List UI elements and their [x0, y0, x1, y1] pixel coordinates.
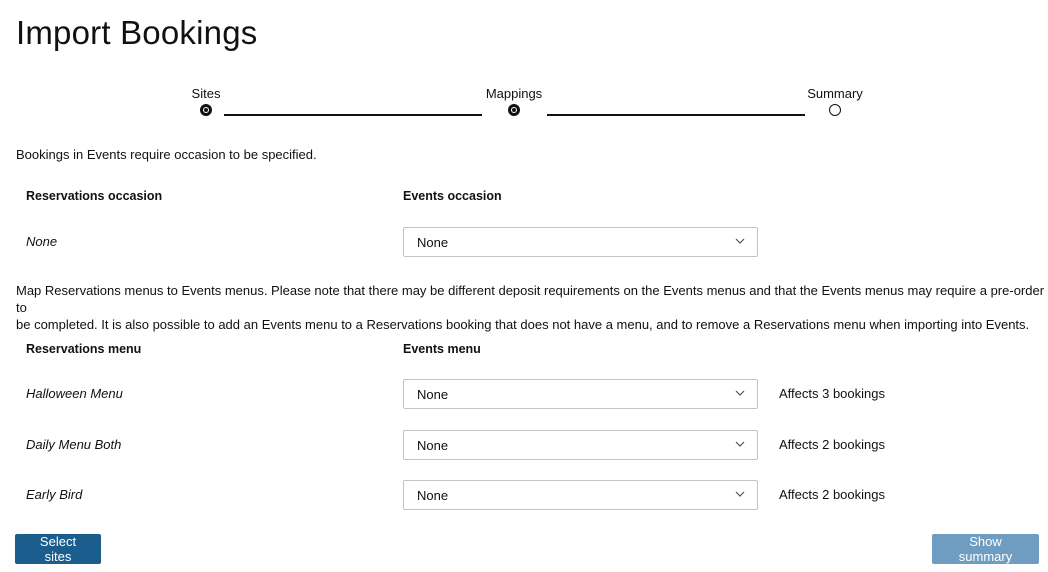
affects-count: Affects 2 bookings [779, 437, 885, 452]
select-value: None [417, 488, 449, 503]
events-menu-select[interactable] [403, 480, 758, 510]
reservation-occasion-value: None [26, 234, 58, 249]
events-menu-header: Events menu [403, 342, 481, 356]
affects-count: Affects 3 bookings [779, 386, 885, 401]
chevron-down-icon [735, 439, 745, 449]
events-menu-select[interactable] [403, 430, 758, 460]
select-value: None [417, 438, 449, 453]
select-value: None [417, 235, 449, 250]
reservation-menu-name: Halloween Menu [26, 386, 123, 401]
show-summary-button[interactable]: Show summary [932, 534, 1039, 564]
affects-count: Affects 2 bookings [779, 487, 885, 502]
menus-note-line: Map Reservations menus to Events menus. Please note that there may be different deposit requirements on the Events menus and that the Events menus may require a pre-order to [16, 283, 1045, 315]
chevron-down-icon [735, 388, 745, 398]
menus-note [16, 282, 1048, 333]
step-mappings-dot [508, 104, 520, 116]
events-menu-select[interactable] [403, 379, 758, 409]
events-occasion-header: Events occasion [403, 189, 502, 203]
step-summary-dot [829, 104, 841, 116]
step-summary-label: Summary [807, 86, 863, 101]
step-connector [547, 114, 805, 116]
chevron-down-icon [735, 236, 745, 246]
step-sites-dot[interactable] [200, 104, 212, 116]
reservations-menu-header: Reservations menu [26, 342, 142, 356]
select-sites-button[interactable]: Select sites [15, 534, 101, 564]
step-mappings-label: Mappings [485, 86, 543, 101]
reservation-menu-name: Daily Menu Both [26, 437, 122, 452]
reservation-menu-name: Early Bird [26, 487, 83, 502]
page-title: Import Bookings [16, 14, 258, 51]
step-connector [224, 114, 482, 116]
select-value: None [417, 387, 449, 402]
reservations-occasion-header: Reservations occasion [26, 189, 163, 203]
progress-stepper [0, 84, 1048, 124]
menus-note-line: be completed. It is also possible to add an Events menu to a Reservations booking that does not have a menu, and to remove a Reservations menu when importing into Events. [16, 317, 1030, 332]
chevron-down-icon [735, 489, 745, 499]
occasion-note: Bookings in Events require occasion to be specified. [16, 147, 317, 162]
events-occasion-select[interactable] [403, 227, 758, 257]
step-sites-label: Sites [191, 86, 221, 101]
